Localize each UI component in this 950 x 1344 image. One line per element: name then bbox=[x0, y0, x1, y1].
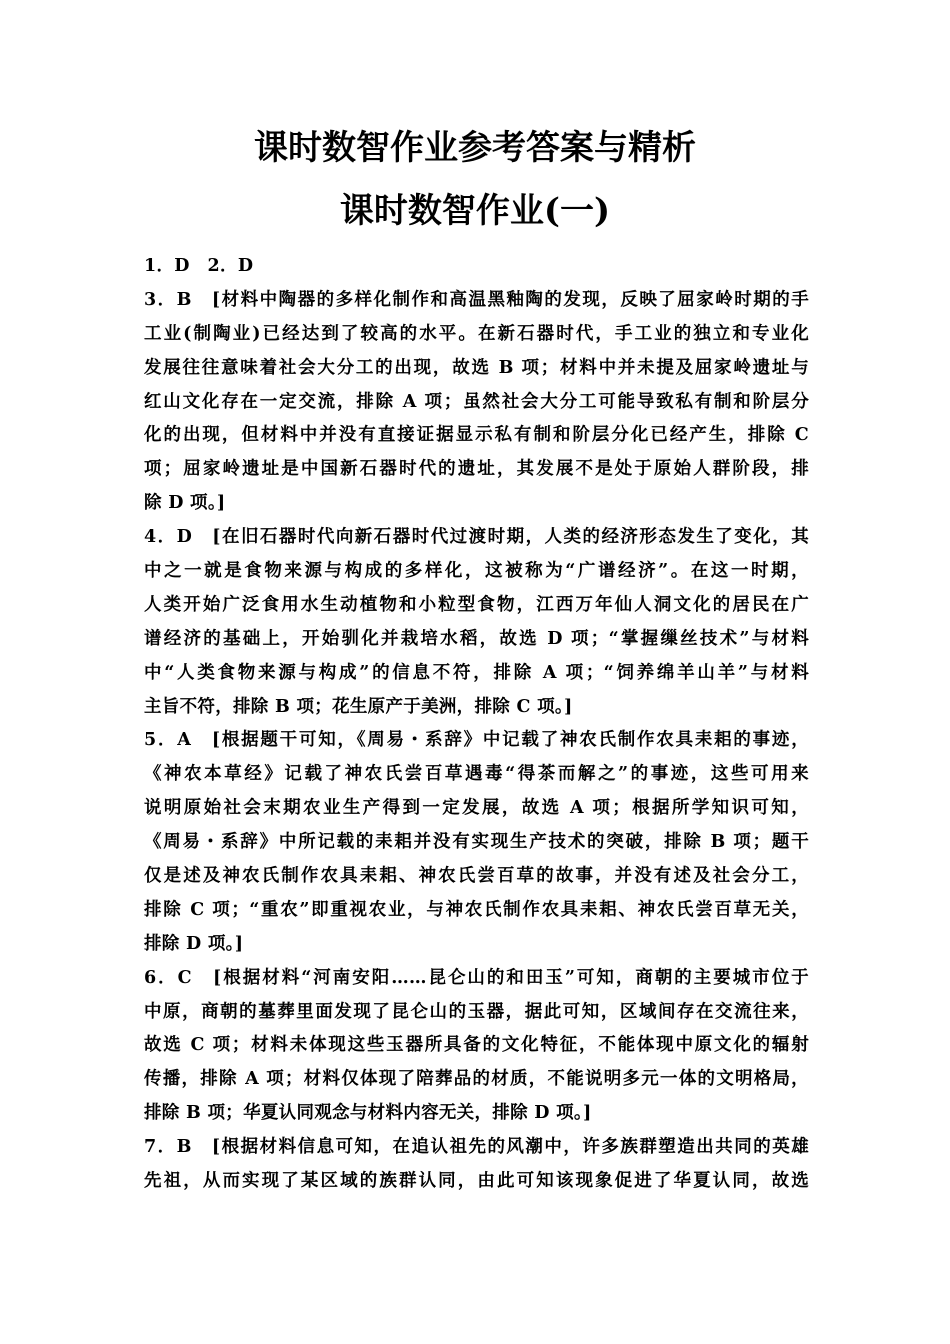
text-line: 排除 C 项；“重农”即重视农业，与神农氏制作农具耒耜、神农氏尝百草无关， bbox=[144, 899, 809, 920]
text-line: 排除 D 项。] bbox=[144, 933, 244, 954]
text-line: 项；屈家岭遗址是中国新石器时代的遗址，其发展不是处于原始人群阶段，排 bbox=[144, 459, 809, 480]
text-line: 传播，排除 A 项；材料仅体现了陪葬品的材质，不能说明多元一体的文明格局， bbox=[144, 1069, 809, 1090]
text-line: 排除 B 项；华夏认同观念与材料内容无关，排除 D 项。] bbox=[144, 1103, 592, 1124]
text-line: 红山文化存在一定交流，排除 A 项；虽然社会大分工可能导致私有制和阶层分 bbox=[144, 391, 809, 412]
answer-body bbox=[144, 250, 809, 1199]
text-line: 中之一就是食物来源与构成的多样化，这被称为“广谱经济”。在这一时期， bbox=[144, 561, 809, 582]
text-line: 《神农本草经》记载了神农氏尝百草遇毒“得茶而解之”的事迹，这些可用来 bbox=[144, 764, 809, 785]
text-line: 5．A [根据题干可知，《周易・系辞》中记载了神农氏制作农具耒耜的事迹， bbox=[144, 730, 809, 751]
text-line: 中“人类食物来源与构成”的信息不符，排除 A 项；“饲养绵羊山羊”与材料 bbox=[144, 662, 809, 683]
text-line: 《周易・系辞》中所记载的耒耜并没有实现生产技术的突破，排除 B 项；题干 bbox=[144, 832, 809, 853]
text-line: 4．D [在旧石器时代向新石器时代过渡时期，人类的经济形态发生了变化，其 bbox=[144, 527, 809, 548]
text-line: 6．C [根据材料“河南安阳……昆仑山的和田玉”可知，商朝的主要城市位于 bbox=[144, 967, 809, 988]
text-line: 仅是述及神农氏制作农具耒耜、神农氏尝百草的故事，并没有述及社会分工， bbox=[144, 866, 809, 887]
text-line: 化的出现，但材料中并没有直接证据显示私有制和阶层分化已经产生，排除 C bbox=[144, 425, 809, 446]
text-line: 7．B [根据材料信息可知，在追认祖先的风潮中，许多族群塑造出共同的英雄 bbox=[144, 1137, 809, 1158]
text-line: 谱经济的基础上，开始驯化并栽培水稻，故选 D 项；“掌握缫丝技术”与材料 bbox=[144, 628, 809, 649]
text-line: 故选 C 项；材料未体现这些玉器所具备的文化特征，不能体现中原文化的辐射 bbox=[144, 1035, 809, 1056]
document-subtitle: 课时数智作业(一) bbox=[339, 191, 611, 231]
text-line: 1．D 2．D bbox=[144, 256, 254, 276]
text-line: 主旨不符，排除 B 项；花生原产于美洲，排除 C 项。] bbox=[144, 696, 573, 717]
text-line: 中原，商朝的墓葬里面发现了昆仑山的玉器，据此可知，区域间存在交流往来， bbox=[144, 1001, 809, 1022]
document-title: 课时数智作业参考答案与精析 bbox=[254, 128, 696, 168]
text-line: 工业(制陶业)已经达到了较高的水平。在新石器时代，手工业的独立和专业化 bbox=[144, 323, 809, 344]
text-line: 3．B [材料中陶器的多样化制作和高温黑釉陶的发现，反映了屈家岭时期的手 bbox=[144, 289, 809, 310]
text-line: 除 D 项。] bbox=[144, 493, 226, 514]
text-line: 发展往往意味着社会大分工的出现，故选 B 项；材料中并未提及屈家岭遗址与 bbox=[144, 357, 809, 378]
text-line: 说明原始社会末期农业生产得到一定发展，故选 A 项；根据所学知识可知， bbox=[144, 798, 809, 819]
text-line: 先祖，从而实现了某区域的族群认同，由此可知该现象促进了华夏认同，故选 bbox=[144, 1171, 809, 1192]
text-line: 人类开始广泛食用水生动植物和小粒型食物，江西万年仙人洞文化的居民在广 bbox=[144, 594, 809, 615]
